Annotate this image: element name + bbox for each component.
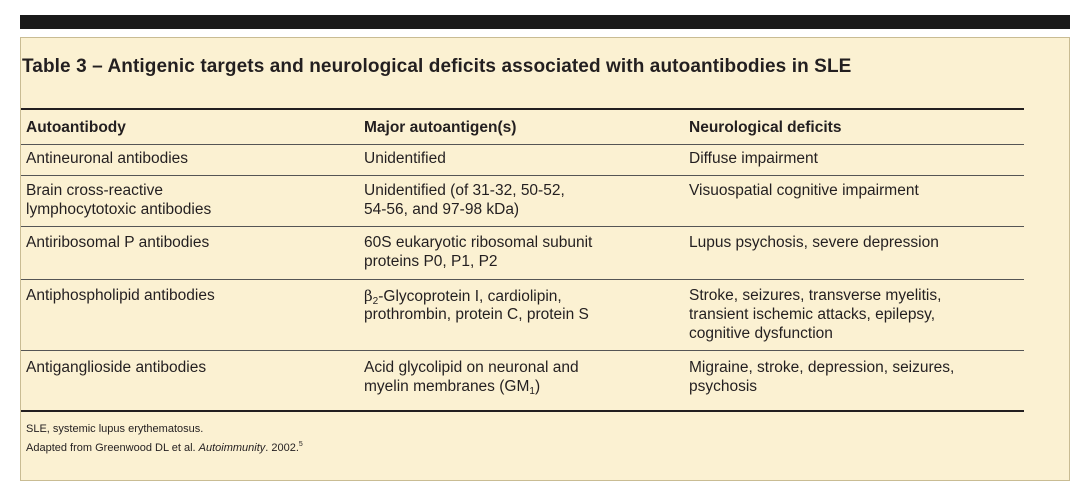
footnote-year: . 2002. <box>265 442 299 454</box>
row-divider <box>21 279 1024 280</box>
row4-deficits-line3: cognitive dysfunction <box>689 325 833 342</box>
header-bottom-rule <box>21 144 1024 145</box>
row4-antigen-line1 <box>364 287 562 306</box>
beta-subscript: 2 <box>372 296 379 307</box>
row3-antibody: Antiribosomal P antibodies <box>26 234 210 251</box>
footnote-source <box>26 442 303 454</box>
row4-deficits-line1: Stroke, seizures, transverse myelitis, <box>689 287 942 304</box>
row5-antibody: Antiganglioside antibodies <box>26 359 207 376</box>
row1-antigen: Unidentified <box>364 150 446 167</box>
gm-subscript: 1 <box>529 386 535 397</box>
row2-antigen-line1: Unidentified (of 31-32, 50-52, <box>364 182 565 199</box>
row5-deficits-line2: psychosis <box>689 378 758 395</box>
beta-symbol: β <box>364 287 373 305</box>
row5-deficits-line1: Migraine, stroke, depression, seizures, <box>689 359 955 376</box>
row5-antigen-line1: Acid glycolipid on neuronal and <box>364 359 579 376</box>
row2-deficits: Visuospatial cognitive impairment <box>689 182 919 199</box>
row5-antigen-line2 <box>364 378 540 396</box>
row4-antigen-line2: prothrombin, protein C, protein S <box>364 306 589 323</box>
header-autoantigen: Major autoantigen(s) <box>364 119 517 136</box>
table-panel <box>20 37 1070 481</box>
row5-antigen-line2-text: myelin membranes (GM <box>364 378 530 395</box>
row2-antibody-line1: Brain cross-reactive <box>26 182 163 199</box>
top-rule-bar <box>20 15 1070 29</box>
footnote-journal: Autoimmunity <box>198 442 266 454</box>
footnote-source-text: Adapted from Greenwood DL et al. <box>26 442 199 454</box>
row3-antigen-line1: 60S eukaryotic ribosomal subunit <box>364 234 593 251</box>
row4-deficits-line2: transient ischemic attacks, epilepsy, <box>689 306 936 323</box>
row1-antibody: Antineuronal antibodies <box>26 150 189 167</box>
row4-antibody: Antiphospholipid antibodies <box>26 287 215 304</box>
row4-antigen-line1-text: -Glycoprotein I, cardiolipin, <box>378 288 562 305</box>
header-top-rule <box>21 108 1024 110</box>
footnote-abbreviation: SLE, systemic lupus erythematosus. <box>26 423 204 435</box>
row3-deficits: Lupus psychosis, severe depression <box>689 234 939 251</box>
row2-antigen-line2: 54-56, and 97-98 kDa) <box>364 201 520 218</box>
row-divider <box>21 226 1024 227</box>
row1-deficits: Diffuse impairment <box>689 150 818 167</box>
header-autoantibody: Autoantibody <box>26 119 126 136</box>
row-divider <box>21 175 1024 176</box>
row2-antibody-line2: lymphocytotoxic antibodies <box>26 201 212 218</box>
table-bottom-rule <box>21 410 1024 412</box>
header-deficits: Neurological deficits <box>689 119 842 136</box>
footnote-ref: 5 <box>298 441 303 448</box>
row3-antigen-line2: proteins P0, P1, P2 <box>364 253 498 270</box>
table-title: Table 3 – Antigenic targets and neurological deficits associated with autoantibodies in SLE <box>22 56 852 77</box>
row5-antigen-line2-close: ) <box>534 378 541 395</box>
row-divider <box>21 350 1024 351</box>
